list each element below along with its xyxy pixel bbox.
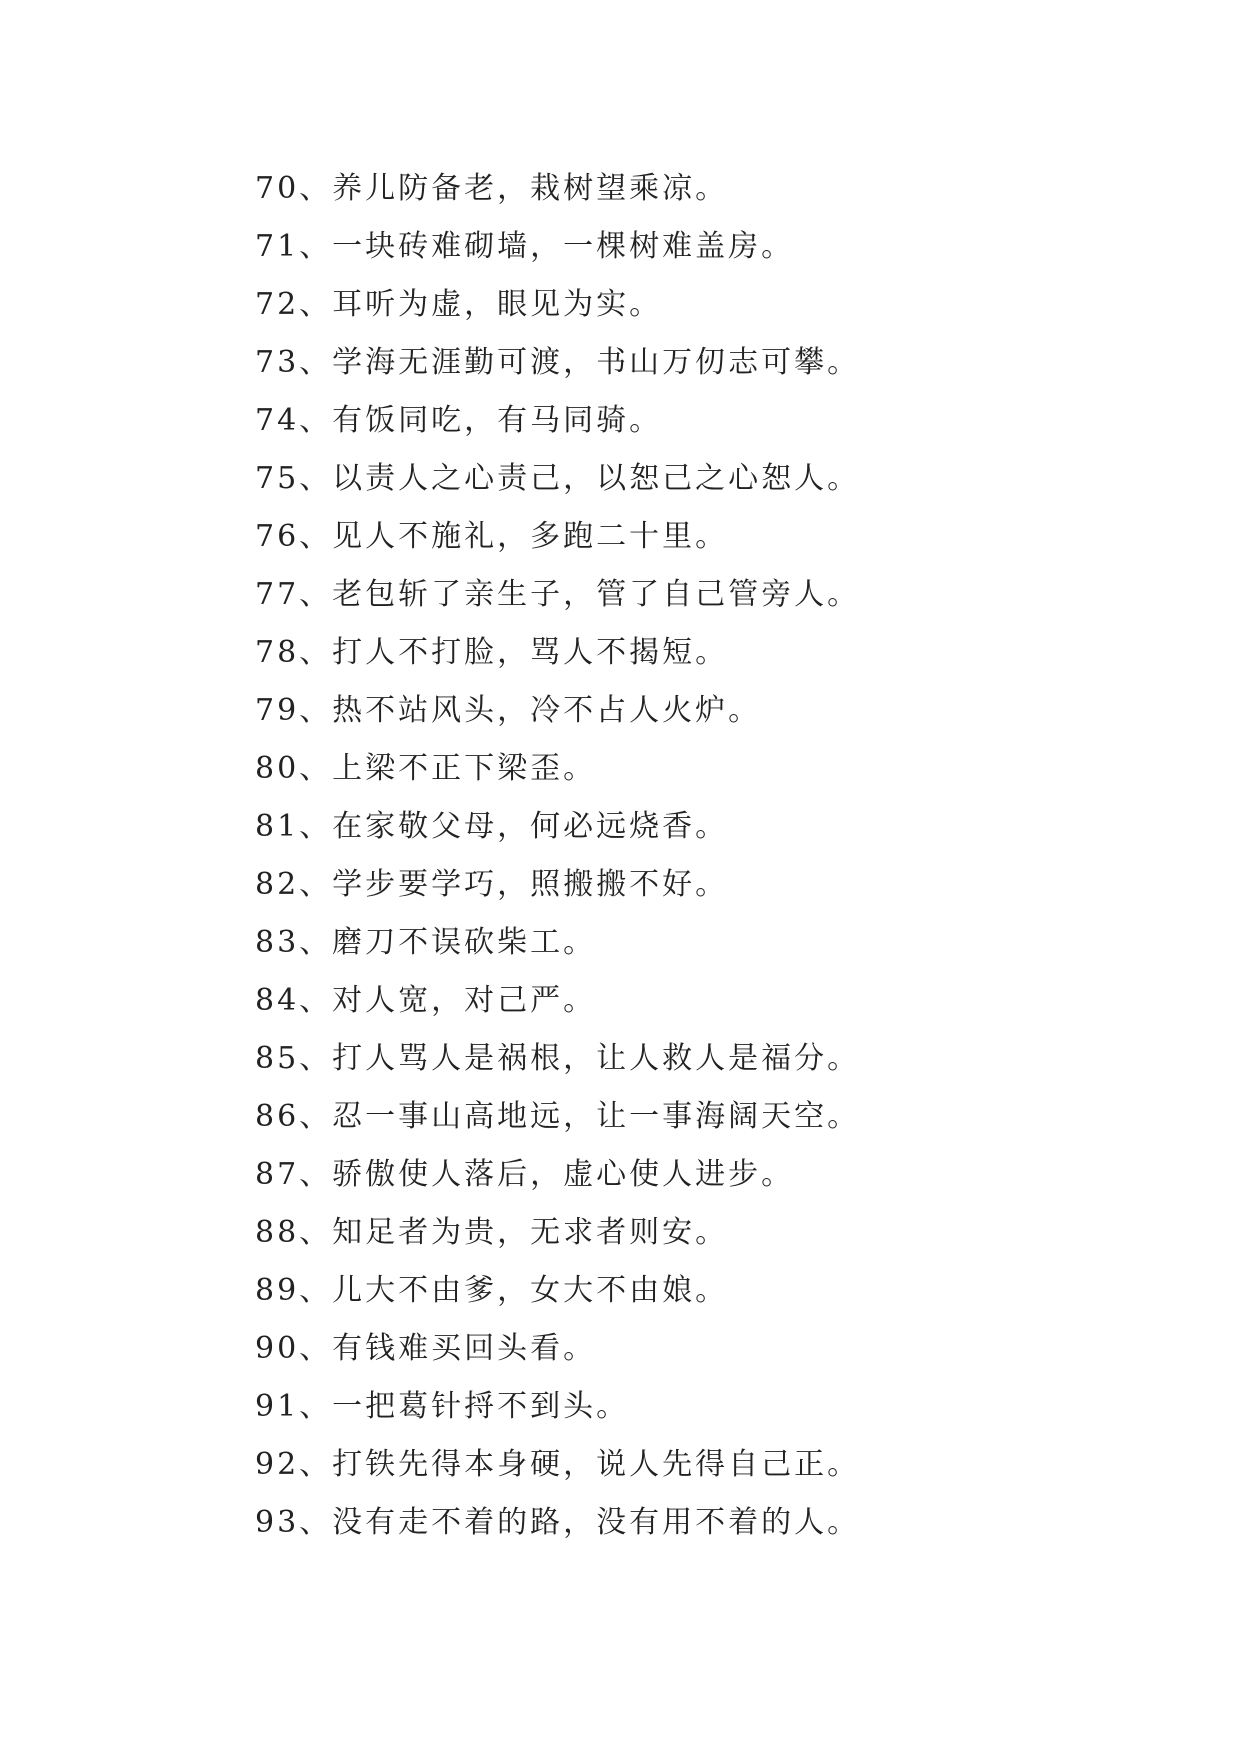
proverb-line: 90、有钱难买回头看。 <box>255 1331 597 1366</box>
proverb-line: 72、耳听为虚，眼见为实。 <box>255 287 663 322</box>
proverb-line: 84、对人宽，对己严。 <box>255 983 597 1018</box>
proverb-line: 77、老包斩了亲生子，管了自己管旁人。 <box>255 577 861 612</box>
proverb-line: 92、打铁先得本身硬，说人先得自己正。 <box>255 1447 861 1482</box>
proverb-line: 83、磨刀不误砍柴工。 <box>255 925 597 960</box>
proverb-line: 71、一块砖难砌墙，一棵树难盖房。 <box>255 229 795 264</box>
proverb-line: 70、养儿防备老，栽树望乘凉。 <box>255 171 729 206</box>
proverb-line: 89、儿大不由爹，女大不由娘。 <box>255 1273 729 1308</box>
proverb-list <box>255 160 1155 1552</box>
proverb-line: 86、忍一事山高地远，让一事海阔天空。 <box>255 1099 861 1134</box>
proverb-line: 78、打人不打脸，骂人不揭短。 <box>255 635 729 670</box>
proverb-line: 73、学海无涯勤可渡，书山万仞志可攀。 <box>255 345 861 380</box>
proverb-line: 79、热不站风头，冷不占人火炉。 <box>255 693 762 728</box>
proverb-line: 74、有饭同吃，有马同骑。 <box>255 403 663 438</box>
proverb-line: 76、见人不施礼，多跑二十里。 <box>255 519 729 554</box>
proverb-line: 88、知足者为贵，无求者则安。 <box>255 1215 729 1250</box>
proverb-line: 87、骄傲使人落后，虚心使人进步。 <box>255 1157 795 1192</box>
proverb-line: 81、在家敬父母，何必远烧香。 <box>255 809 729 844</box>
proverb-line: 85、打人骂人是祸根，让人救人是福分。 <box>255 1041 861 1076</box>
proverb-line: 75、以责人之心责己，以恕己之心恕人。 <box>255 461 861 496</box>
proverb-line: 93、没有走不着的路，没有用不着的人。 <box>255 1505 861 1540</box>
proverb-line: 80、上梁不正下梁歪。 <box>255 751 597 786</box>
proverb-line: 82、学步要学巧，照搬搬不好。 <box>255 867 729 902</box>
proverb-line: 91、一把葛针捋不到头。 <box>255 1389 630 1424</box>
